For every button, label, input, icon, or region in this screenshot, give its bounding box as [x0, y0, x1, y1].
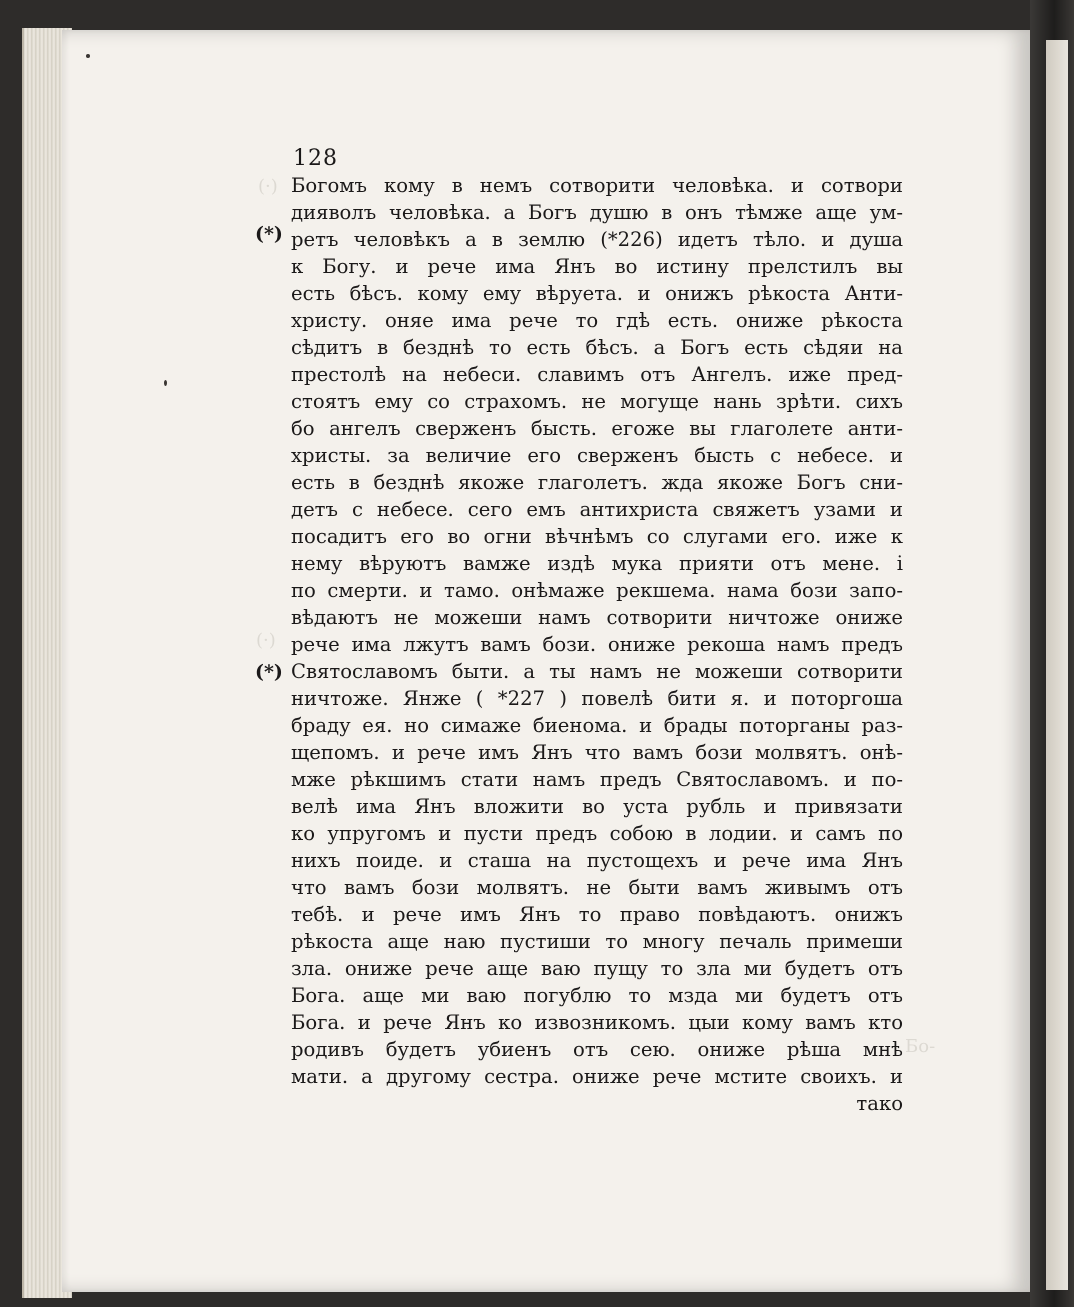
text-line: детъ с небесе. сего емъ антихриста свяжетъ узами и [291, 498, 903, 521]
text-line: тебѣ. и рече имъ Янъ то право повѣдаютъ. онижъ [291, 903, 903, 926]
text-line: рѣкоста аще наю пустиши то многу печаль примеши [291, 930, 903, 953]
text-line: родивъ будетъ убиенъ отъ сею. ониже рѣша мнѣ [291, 1038, 903, 1061]
text-line: нему вѣруютъ вамже издѣ мука прияти отъ мене. і [291, 552, 903, 575]
text-line: христы. за величие его сверженъ бысть с небесе. и [291, 444, 903, 467]
text-line: бо ангелъ сверженъ бысть. егоже вы глаголете анти- [291, 417, 903, 440]
text-line: велѣ има Янъ вложити во уста рубль и привязати [291, 795, 903, 818]
text-line: к Богу. и рече има Янъ во истину прелстилъ вы [291, 255, 903, 278]
text-line: вѣдаютъ не можеши намъ сотворити ничтоже ониже [291, 606, 903, 629]
text-line: по смерти. и тамо. онѣмаже рекшема. нама бози запо- [291, 579, 903, 602]
text-line: нихъ поиде. и сташа на пустощехъ и рече има Янъ [291, 849, 903, 872]
text-line: Богомъ кому в немъ сотворити человѣка. и сотвори [291, 174, 903, 197]
text-line: щепомъ. и рече имъ Янъ что вамъ бози молвятъ. онѣ- [291, 741, 903, 764]
page-number: 128 [293, 146, 338, 171]
text-line: престолѣ на небеси. славимъ отъ Ангелъ. иже пред- [291, 363, 903, 386]
paper-speck [86, 54, 90, 58]
text-line: ко упругомъ и пусти предъ собою в лодии. и самъ по [291, 822, 903, 845]
text-line: дияволъ человѣка. а Богъ душю в онъ тѣмже аще ум- [291, 201, 903, 224]
text-line: есть в безднѣ якоже глаголетъ. жда якоже Богъ сни- [291, 471, 903, 494]
text-line: стоятъ ему со страхомъ. не могуще нань зрѣти. сихъ [291, 390, 903, 413]
text-line: Святославомъ быти. а ты намъ не можеши сотворити [291, 660, 903, 683]
text-line: мже рѣкшимъ стати намъ предъ Святославомъ. и по- [291, 768, 903, 791]
text-line: ничтоже. Янже ( *227 ) повелѣ бити я. и поторгоша [291, 687, 903, 710]
next-page-edge [1046, 40, 1068, 1290]
text-line: зла. ониже рече аще ваю пущу то зла ми будетъ отъ [291, 957, 903, 980]
text-line: ретъ человѣкъ а в землю (*226) идетъ тѣло. и душа [291, 228, 903, 251]
text-line: посадитъ его во огни вѣчнѣмъ со слугами его. иже к [291, 525, 903, 548]
text-line: сѣдитъ в безднѣ то есть бѣсъ. а Богъ есть сѣдяи на [291, 336, 903, 359]
text-line: что вамъ бози молвятъ. не быти вамъ живымъ отъ [291, 876, 903, 899]
paper-speck [164, 380, 167, 386]
bleed-through-mark: (·) [258, 176, 278, 197]
text-line: есть бѣсъ. кому ему вѣруета. и онижъ рѣкоста Анти- [291, 282, 903, 305]
text-line: рече има лжутъ вамъ бози. ониже рекоша намъ предъ [291, 633, 903, 656]
bleed-through-mark: Бо- [905, 1036, 936, 1057]
body-text [291, 172, 903, 1117]
text-line: Бога. и рече Янъ ко извозникомъ. цыи кому вамъ кто [291, 1011, 903, 1034]
text-line: Бога. аще ми ваю погублю то мзда ми будетъ отъ [291, 984, 903, 1007]
marginal-note-asterisk: (*) [255, 223, 283, 245]
text-line: мати. а другому сестра. ониже рече мстите своихъ. и [291, 1065, 903, 1088]
bleed-through-mark: (·) [256, 630, 276, 651]
catchword: тако [856, 1092, 903, 1115]
text-line: христу. оняе има рече то гдѣ есть. ониже рѣкоста [291, 309, 903, 332]
text-line: браду ея. но симаже биенома. и брады поторганы раз- [291, 714, 903, 737]
marginal-note-asterisk: (*) [255, 661, 283, 683]
